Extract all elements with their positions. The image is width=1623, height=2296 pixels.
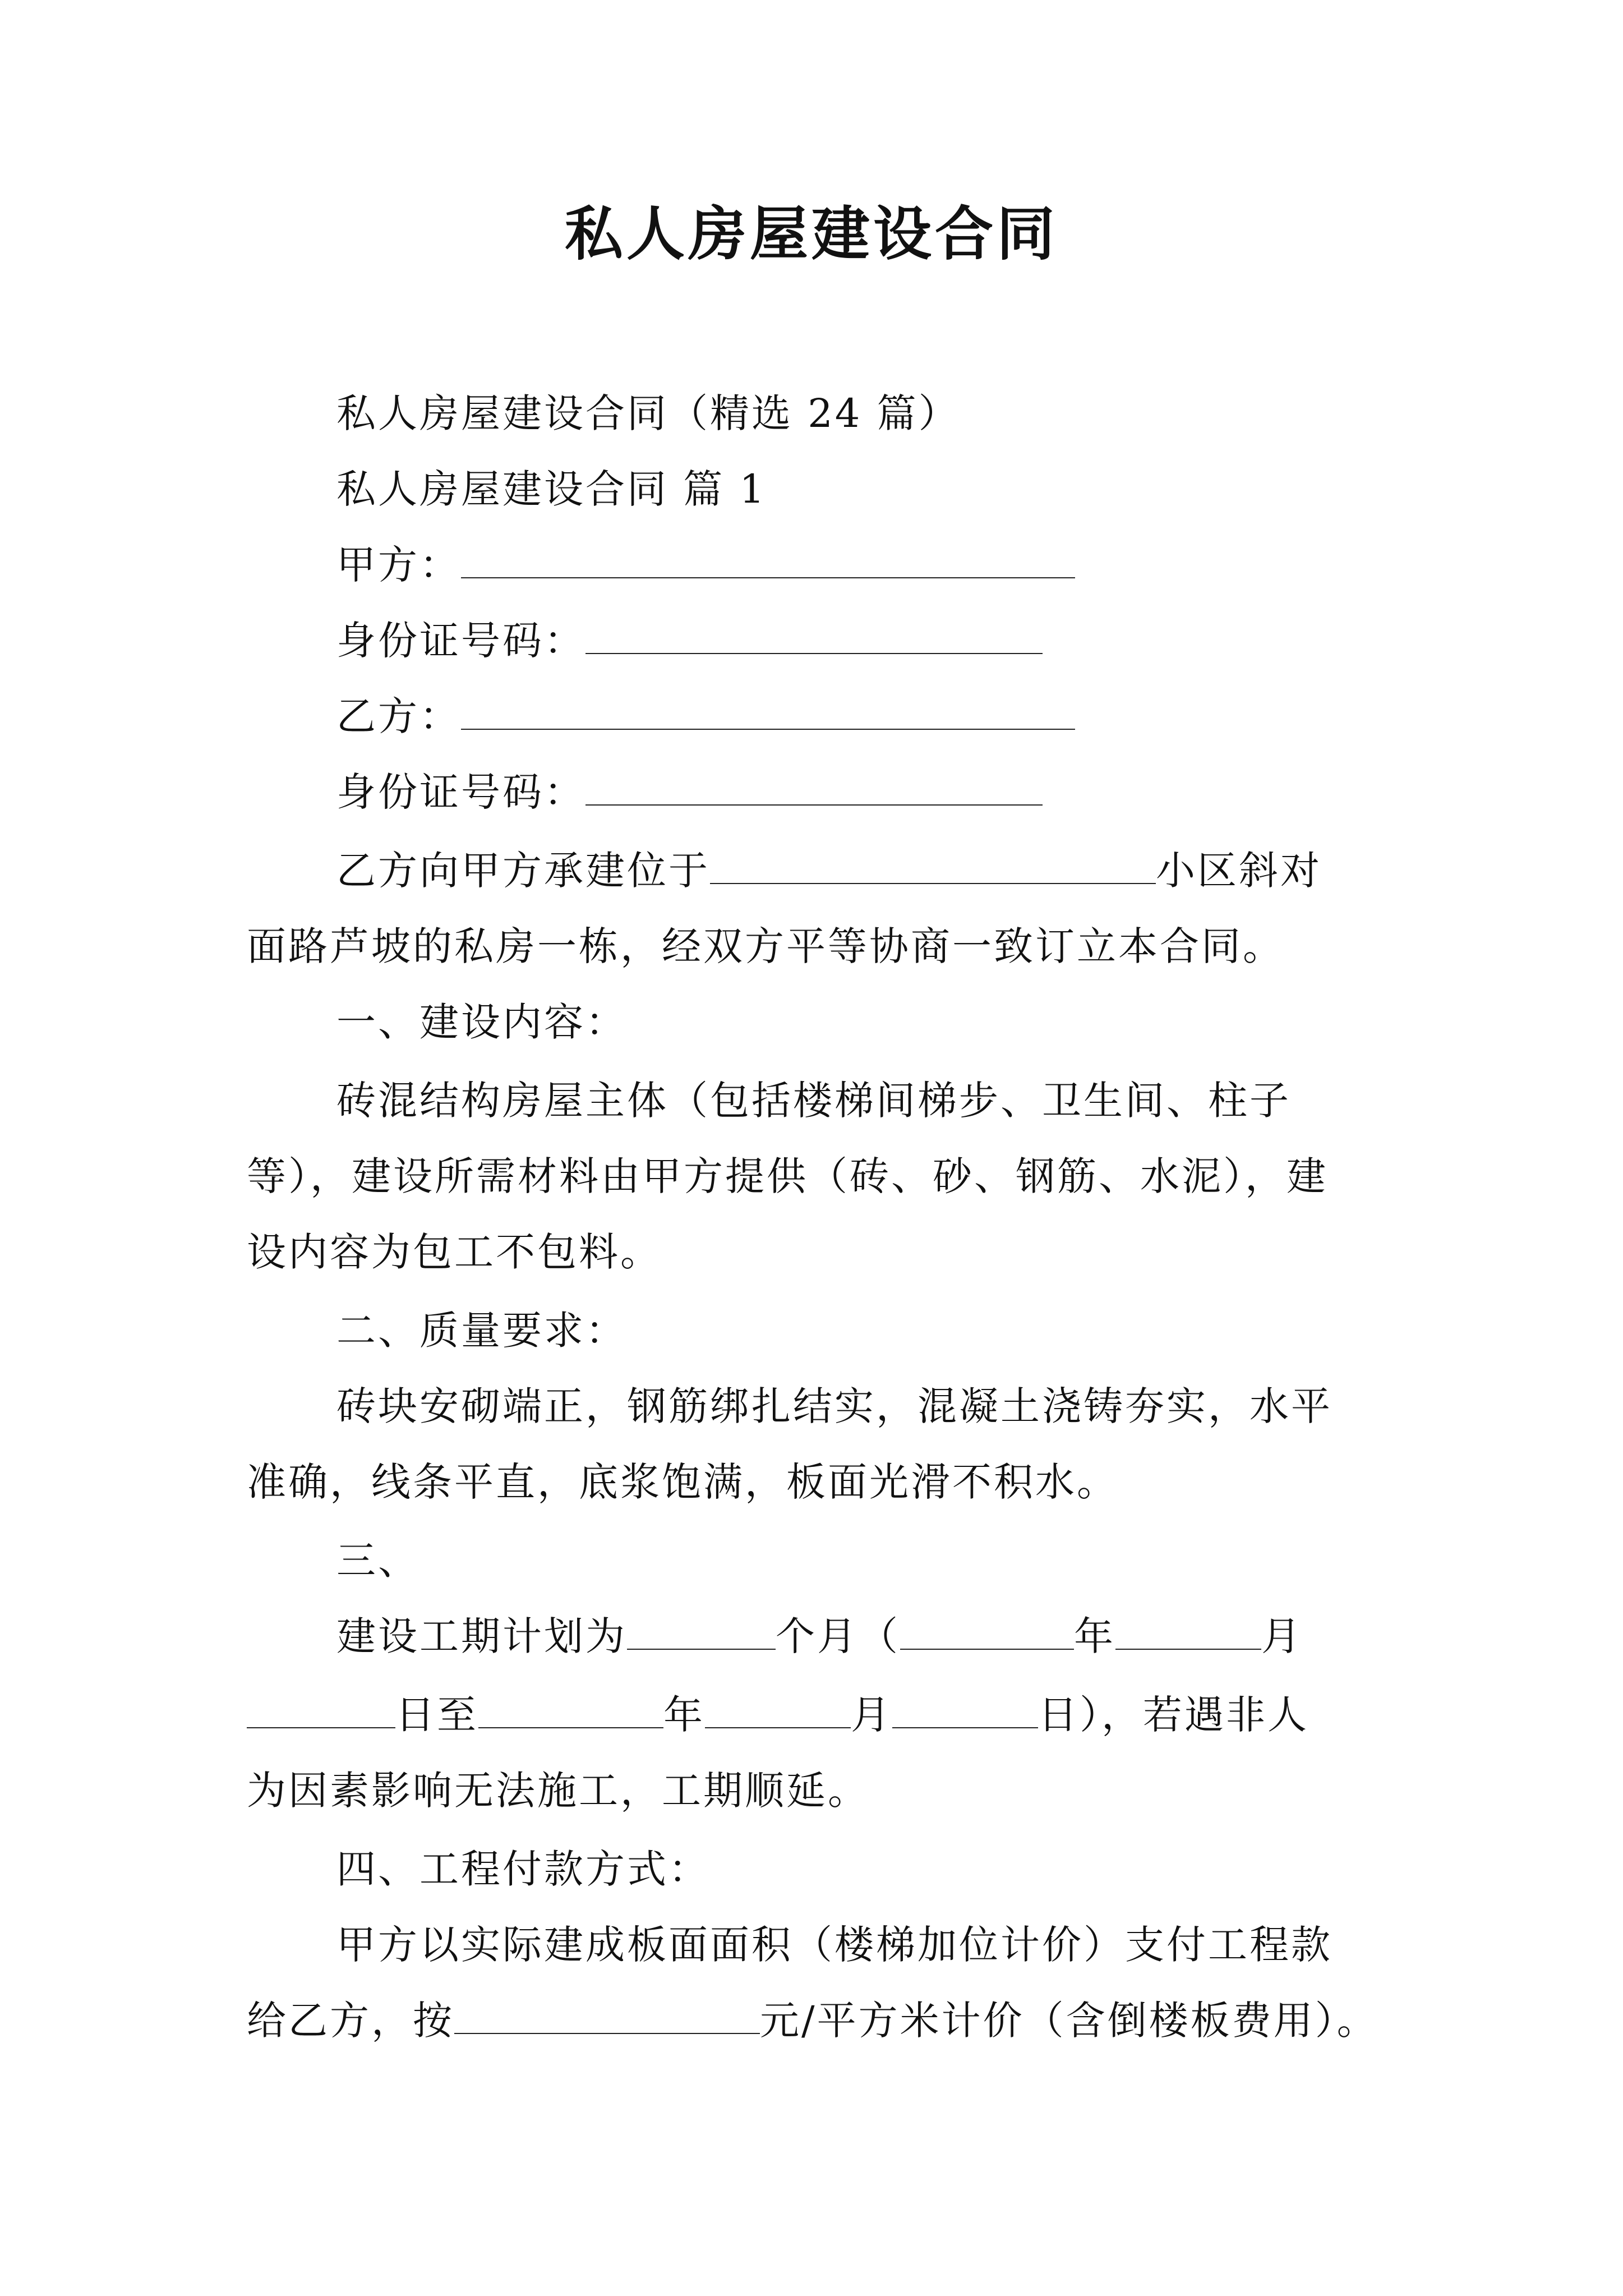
party-a-field bbox=[336, 541, 1075, 588]
section-heading-line: 私人房屋建设合同 篇 1 bbox=[336, 466, 767, 512]
section-heading-line: 一、建设内容： bbox=[336, 999, 627, 1045]
paragraph-line bbox=[336, 847, 1322, 894]
text-segment: 乙方向甲方承建位于 bbox=[336, 848, 710, 894]
schedule-line bbox=[336, 1613, 1303, 1660]
text-segment: 建设工期计划为 bbox=[336, 1613, 627, 1659]
party-a-label: 甲方： bbox=[336, 542, 461, 588]
party-a-blank bbox=[461, 542, 1075, 578]
paragraph-line: 为因素影响无法施工，工期顺延。 bbox=[247, 1768, 869, 1814]
start-month-blank bbox=[1115, 1614, 1261, 1650]
party-a-id-blank bbox=[585, 618, 1043, 654]
paragraph-line: 砖块安砌端正，钢筋绑扎结实，混凝土浇铸夯实，水平 bbox=[336, 1383, 1332, 1429]
text-segment: 年 bbox=[1074, 1613, 1115, 1659]
paragraph-line: 设内容为包工不包料。 bbox=[247, 1229, 662, 1275]
party-b-id-label: 身份证号码： bbox=[336, 769, 585, 815]
party-b-id-field bbox=[336, 769, 1043, 816]
text-segment: 月 bbox=[1261, 1613, 1303, 1659]
party-a-id-label: 身份证号码： bbox=[336, 618, 585, 664]
end-day-blank bbox=[892, 1692, 1038, 1728]
location-blank bbox=[710, 848, 1156, 884]
paragraph-line: 面路芦坡的私房一栋，经双方平等协商一致订立本合同。 bbox=[247, 923, 1284, 969]
paragraph-line: 甲方以实际建成板面面积（楼梯加位计价）支付工程款 bbox=[336, 1922, 1332, 1968]
text-segment: 日至 bbox=[395, 1692, 478, 1738]
party-b-id-blank bbox=[585, 770, 1043, 806]
text-segment: 元/平方米计价（含倒楼板费用）。 bbox=[760, 1998, 1378, 2044]
end-month-blank bbox=[705, 1692, 851, 1728]
subtitle-line: 私人房屋建设合同（精选 24 篇） bbox=[336, 390, 960, 436]
section-heading-line: 四、工程付款方式： bbox=[336, 1846, 710, 1892]
section-heading-line: 二、质量要求： bbox=[336, 1308, 627, 1354]
text-segment: 个月（ bbox=[776, 1613, 900, 1659]
paragraph-line: 准确，线条平直，底浆饱满，板面光滑不积水。 bbox=[247, 1459, 1118, 1505]
document-title: 私人房屋建设合同 bbox=[564, 199, 1058, 268]
paragraph-line: 等），建设所需材料由甲方提供（砖、砂、钢筋、水泥），建 bbox=[247, 1153, 1328, 1199]
text-segment: 月 bbox=[851, 1692, 892, 1738]
months-blank bbox=[627, 1614, 776, 1650]
party-b-label: 乙方： bbox=[336, 693, 461, 739]
text-segment: 给乙方，按 bbox=[247, 1998, 454, 2044]
start-day-blank bbox=[247, 1692, 395, 1728]
party-a-id-field bbox=[336, 617, 1043, 664]
party-b-field bbox=[336, 693, 1075, 740]
text-segment: 小区斜对 bbox=[1156, 848, 1322, 894]
text-segment: 年 bbox=[663, 1692, 705, 1738]
party-b-blank bbox=[461, 694, 1075, 730]
schedule-line bbox=[247, 1691, 1309, 1738]
section-heading-line: 三、 bbox=[336, 1538, 419, 1584]
start-year-blank bbox=[900, 1614, 1074, 1650]
price-blank bbox=[454, 1998, 760, 2034]
text-segment: 日），若遇非人 bbox=[1038, 1692, 1309, 1738]
end-year-blank bbox=[478, 1692, 663, 1728]
paragraph-line: 砖混结构房屋主体（包括楼梯间梯步、卫生间、柱子 bbox=[336, 1078, 1291, 1124]
payment-line bbox=[247, 1997, 1378, 2044]
